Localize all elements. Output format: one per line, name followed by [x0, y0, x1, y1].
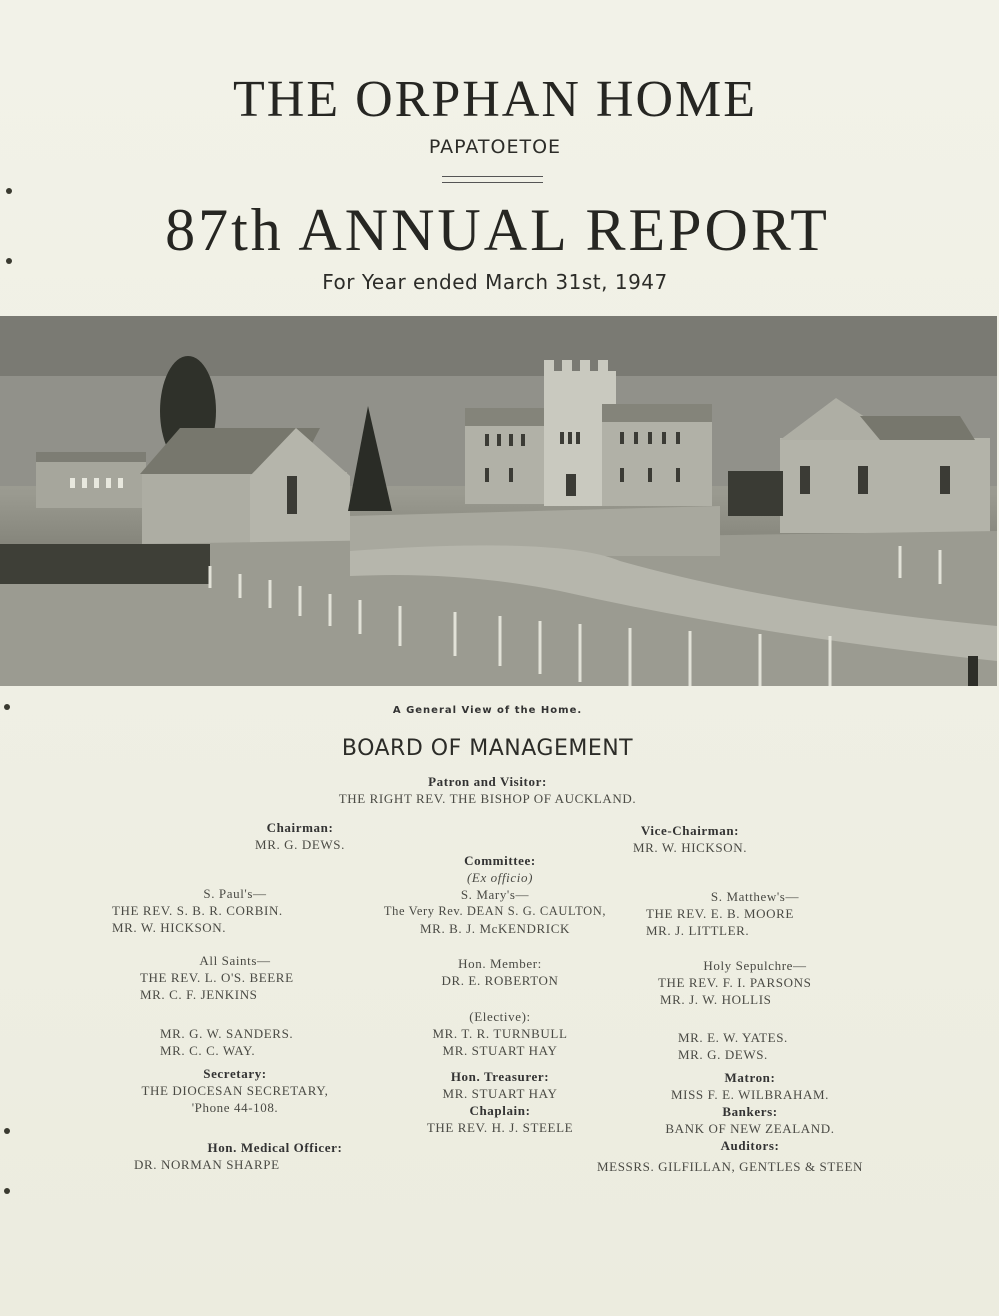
report-title: 87th ANNUAL REPORT [165, 197, 830, 263]
patron-label: Patron and Visitor: [428, 774, 547, 789]
punch-hole [6, 188, 12, 194]
auditors-name: MESSRS. GILFILLAN, GENTLES & STEEN [597, 1159, 863, 1174]
parish-member: THE REV. F. I. PARSONS [658, 975, 812, 990]
extra-members-right [678, 1029, 878, 1063]
parish-name: S. Matthew's— [710, 889, 800, 904]
hon-member-label: Hon. Member: [458, 956, 542, 971]
hon-member-block [382, 955, 618, 989]
committee-member: MR. E. W. YATES. [678, 1030, 788, 1045]
vice-chairman-label: Vice-Chairman: [640, 823, 740, 838]
committee-member: MR. G. DEWS. [678, 1047, 768, 1062]
chaplain-label: Chaplain: [469, 1103, 531, 1118]
photo-illustration [0, 316, 997, 686]
medical-officer-label: Hon. Medical Officer: [207, 1140, 343, 1155]
elective-member: MR. T. R. TURNBULL [432, 1026, 568, 1041]
extra-members-left [160, 1025, 360, 1059]
punch-hole [4, 1128, 10, 1134]
committee-label: Committee: [464, 853, 536, 868]
parish-all-saints [120, 952, 350, 1003]
location-subtitle: PAPATOETOE [428, 136, 562, 158]
parish-member: THE REV. L. O'S. BEERE [140, 970, 294, 985]
auditors-block [570, 1158, 890, 1175]
treasurer-name: MR. STUART HAY [442, 1086, 558, 1101]
auditors-label: Auditors: [720, 1138, 780, 1153]
secretary-block [110, 1065, 360, 1116]
treasurer-block [382, 1068, 618, 1136]
secretary-name: THE DIOCESAN SECRETARY, [141, 1083, 329, 1098]
double-rule-divider [442, 176, 543, 183]
matron-block [640, 1069, 860, 1154]
parish-s-matthews [640, 888, 870, 939]
committee-heading-block [382, 852, 618, 886]
document-title: THE ORPHAN HOME [233, 71, 757, 128]
committee-member: MR. G. W. SANDERS. [160, 1026, 294, 1041]
medical-officer-block [120, 1139, 390, 1173]
parish-name: All Saints— [199, 953, 271, 968]
board-heading: BOARD OF MANAGEMENT [341, 736, 634, 761]
parish-member: MR. W. HICKSON. [112, 920, 227, 935]
parish-name: Holy Sepulchre— [703, 958, 807, 973]
ex-officio-label: (Ex officio) [466, 870, 534, 885]
elective-block [382, 1008, 618, 1059]
parish-member: THE REV. S. B. R. CORBIN. [112, 903, 283, 918]
chaplain-name: THE REV. H. J. STEELE [426, 1120, 574, 1135]
secretary-label: Secretary: [203, 1066, 267, 1081]
photo-caption: A General View of the Home. [392, 705, 583, 716]
chairman-label: Chairman: [266, 820, 334, 835]
elective-label: (Elective): [469, 1009, 531, 1024]
report-year-line: For Year ended March 31st, 1947 [322, 270, 668, 294]
parish-member: MR. J. W. HOLLIS [660, 992, 772, 1007]
parish-member: MR. B. J. McKENDRICK [420, 921, 570, 936]
parish-name: S. Mary's— [460, 887, 530, 902]
parish-holy-sepulchre [640, 957, 870, 1008]
parish-s-pauls [100, 885, 370, 936]
parish-s-marys [360, 886, 630, 937]
bankers-label: Bankers: [722, 1104, 778, 1119]
patron-block [0, 773, 975, 807]
elective-member: MR. STUART HAY [442, 1043, 558, 1058]
punch-hole [4, 1188, 10, 1194]
committee-member: MR. C. C. WAY. [160, 1043, 256, 1058]
chairman-block [200, 819, 400, 853]
patron-name: THE RIGHT REV. THE BISHOP OF AUCKLAND. [338, 791, 637, 806]
parish-member: THE REV. E. B. MOORE [646, 906, 794, 921]
matron-name: MISS F. E. WILBRAHAM. [671, 1087, 829, 1102]
secretary-phone: 'Phone 44-108. [191, 1100, 279, 1115]
medical-officer-name: DR. NORMAN SHARPE [134, 1157, 280, 1172]
treasurer-label: Hon. Treasurer: [450, 1069, 550, 1084]
home-photograph [0, 316, 997, 686]
vice-chairman-block [590, 822, 790, 856]
bankers-name: BANK OF NEW ZEALAND. [665, 1121, 835, 1136]
hon-member-name: DR. E. ROBERTON [441, 973, 559, 988]
matron-label: Matron: [724, 1070, 776, 1085]
parish-member: The Very Rev. DEAN S. G. CAULTON, [383, 904, 607, 918]
chairman-name: MR. G. DEWS. [255, 837, 345, 852]
vice-chairman-name: MR. W. HICKSON. [632, 840, 748, 855]
parish-name: S. Paul's— [203, 886, 267, 901]
parish-member: MR. J. LITTLER. [646, 923, 750, 938]
parish-member: MR. C. F. JENKINS [140, 987, 258, 1002]
